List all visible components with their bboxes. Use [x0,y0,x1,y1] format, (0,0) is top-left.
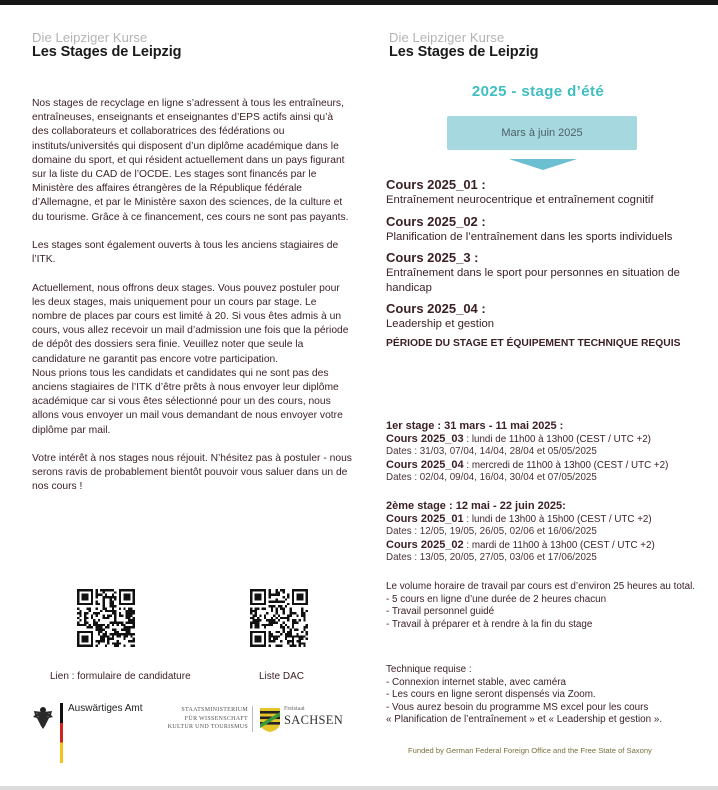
stage-schedule [386,420,718,485]
left-page [0,5,358,786]
dac-list-link[interactable]: Liste DAC [259,671,305,682]
auswaertiges-amt-text: Auswärtiges Amt [68,703,143,714]
course-code: Cours 2025_01 : [386,177,486,192]
paragraph: Votre intérêt à nos stages nous réjouit. N’hésitez pas à postuler - nous serons ravis de probablement bientôt pouvoir vous saluer dans un de nos cours ! [32,453,352,493]
course-item [386,214,712,245]
schedule-time: : mercredi de 11h00 à 13h00 (CEST / UTC +2) [463,459,669,471]
stage-header: 2ème stage : 12 mai - 22 juin 2025: [386,500,566,512]
course-list [386,177,712,350]
stage-header: 1er stage : 31 mars - 11 mai 2025 : [386,420,564,432]
course-code: Cours 2025_3 : [386,250,479,265]
bottom-bar [0,786,718,790]
schedule-dates: Dates : 13/05, 20/05, 27/05, 03/06 et 17/06/2025 [386,552,597,563]
page-title: Les Stages de Leipzig [32,44,182,60]
schedule-dates: Dates : 02/04, 09/04, 16/04, 30/04 et 07/05/2025 [386,472,597,483]
course-name: Leadership et gestion [386,318,495,330]
technical-requirements [386,664,716,727]
course-code: Cours 2025_03 [386,432,464,445]
schedule-line [386,539,718,553]
qr-code-icon[interactable] [250,589,308,647]
smwk-line: FÜR WISSENSCHAFT [184,715,248,722]
saxony-small-text: Freistaat [284,706,305,712]
kicker: Die Leipziger Kurse [32,30,148,45]
period-box: Mars à juin 2025 [447,116,637,150]
stage-schedule [386,500,718,565]
kicker: Die Leipziger Kurse [389,30,505,45]
workload-item: - 5 cours en ligne d’une durée de 2 heures chacun [386,593,607,605]
workload-item: - Travail à préparer et à rendre à la fin du stage [386,618,593,630]
right-page [358,5,718,786]
smwk-line: STAATSMINISTERIUM [181,707,248,713]
german-flag-bar [60,703,63,763]
tech-title: Technique requise : [386,664,472,675]
schedule-line [386,433,718,447]
section-heading: PÉRIODE DU STAGE ET ÉQUIPEMENT TECHNIQUE REQUIS [386,337,681,349]
schedule-time: : lundi de 11h00 à 13h00 (CEST / UTC +2) [463,433,651,445]
course-code: Cours 2025_02 [386,538,464,551]
course-code: Cours 2025_04 : [386,301,486,316]
paragraph: Actuellement, nous offrons deux stages. Vous pouvez postuler pour les deux stages, mais uniquement pour un cours par stage. Le nombre de places par cours est limité à 20. Si vous êtes admis à un cours, vous allez recevoir un mail d’admission une fois que la période de dépôt des dossiers sera finie. Veuillez noter que seule la candidature ne garantit pas encore votre participation. [32,282,349,365]
schedule-dates: Dates : 31/03, 07/04, 14/04, 28/04 et 05/05/2025 [386,446,597,457]
smwk-line: KULTUR UND TOURISMUS [167,724,248,730]
tech-item: « Planification de l’entraînement » et « Leadership et gestion ». [386,714,663,725]
qr-code-icon[interactable] [77,589,135,647]
course-name: Entraînement dans le sport pour personnes en situation de handicap [386,267,680,294]
down-arrow-icon [509,159,577,170]
course-item [386,301,712,332]
funding-note: Funded by German Federal Foreign Office and the Free State of Saxony [408,746,652,755]
tech-item: - Vous aurez besoin du programme MS excel pour les cours [386,701,649,713]
course-code: Cours 2025_01 [386,512,464,525]
paragraph: Les stages sont également ouverts à tous les anciens stagiaires de l’ITK. [32,240,339,266]
schedule-time: : lundi de 13h00 à 15h00 (CEST / UTC +2) [463,513,652,525]
saxony-big-text: SACHSEN [284,713,344,727]
schedule-time: : mardi de 11h00 à 13h00 (CEST / UTC +2) [463,539,655,551]
course-item [386,177,712,208]
tech-item: - Connexion internet stable, avec caméra [386,676,567,688]
workload-item: - Travail personnel guidé [386,606,495,617]
schedule-line [386,513,718,527]
paragraph: Nous prions tous les candidats et candidates qui ne sont pas des anciens stagiaires de l’ITK d’être prêts à nous envoyer leur diplôme académique car si vous êtes sélectionné pour un des cours, nous allons vous envoyer un mail vous demandant de nous envoyer votre diplôme par mail. [32,367,343,436]
course-name: Planification de l’entraînement dans les sports individuels [386,230,673,243]
schedule-line [386,459,718,473]
saxony-crest-icon [260,708,280,732]
course-code: Cours 2025_04 [386,458,464,471]
intro-text [32,97,352,509]
course-item [386,250,712,295]
page-title: Les Stages de Leipzig [389,44,539,60]
schedule-dates: Dates : 12/05, 19/05, 26/05, 02/06 et 16/06/2025 [386,526,597,537]
federal-eagle-icon [32,705,54,729]
paragraph: Nos stages de recyclage en ligne s’adressent à tous les entraîneurs, entraîneuses, enseignants et enseignantes d’EPS actifs ainsi qu’à des collaborateurs et collaboratrices des fédérations ou instituts/universités qui disposent d’un diplôme académique dans le domaine du sport, et qui résident actuellement dans un pays figurant sur la liste du CAD de l’OCDE. Les stages sont financés par le Ministère des affaires étrangères de la République fédérale d’Allemagne, et par le Ministère saxon des sciences, de la culture et du tourisme. Grâce à ce financement, ces cours ne sont pas payants. [32,98,349,223]
course-name: Entraînement neurocentrique et entraînement cognitif [386,194,654,206]
logo-divider [252,706,253,732]
workload-intro: Le volume horaire de travail par cours est d’environ 25 heures au total. [386,581,696,592]
course-code: Cours 2025_02 : [386,213,486,229]
season-heading: 2025 - stage d’été [471,83,605,100]
tech-item: - Les cours en ligne seront dispensés via Zoom. [386,689,596,700]
application-form-link[interactable]: Lien : formulaire de candidature [50,671,191,682]
smwk-logo-text [166,706,248,732]
workload-info [386,581,712,631]
